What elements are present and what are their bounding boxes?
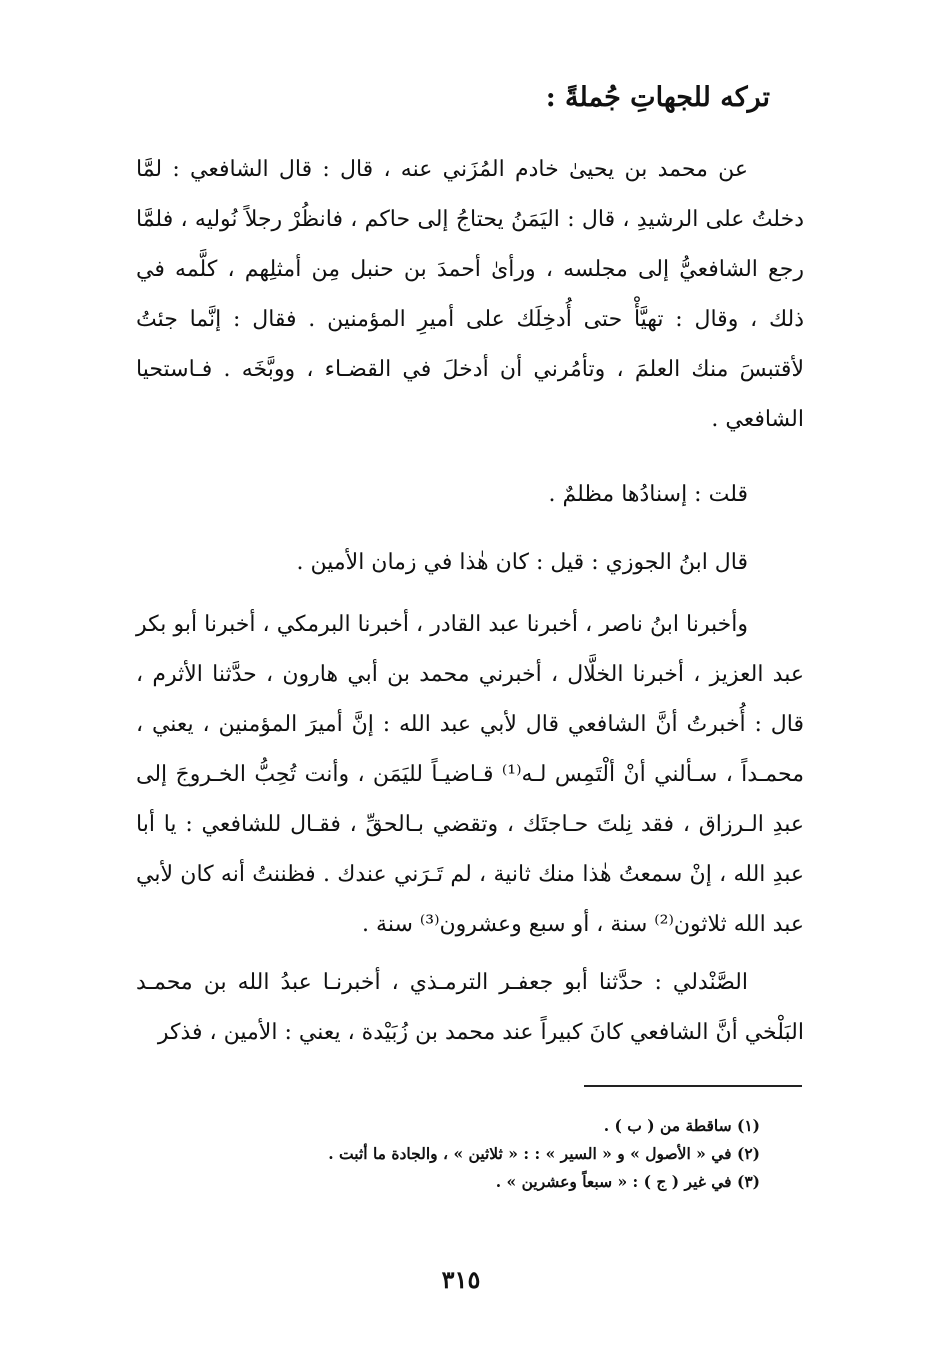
footnote-3: (٣) في غير ( ج ) : « سبعاً وعشرين » . — [495, 1172, 760, 1191]
footnote-1: (١) ساقطة من ( ب ) . — [603, 1116, 760, 1135]
paragraph-narration-yahya: عن محمد بن يحيىٰ خادم المُزَني عنه ، قال : قال الشافعي : لمَّا دخلتُ على الرشيدِ ، قال : اليَمَنُ يحتاجُ إلى حاكم ، فانظُرْ رجلاً نُوليه ، فلمَّا رجع الشافعيُّ إلى مجلسه ، ورأىٰ أحمدَ بن حنبل مِن أمثلِهم ، كلَّمه في ذلك ، وقال : تهيَّأْ حتى أُدخِلَك على أميرِ المؤمنين . فقال : إنَّما جئتُ لأقتبسَ منك العلمَ ، وتأمُرني أن أدخلَ في القضـاء ، ووبَّخَه . فـاستحيا الشافعي . — [136, 157, 804, 432]
footnote-2: (٢) في « الأصول » و « السير » : : « ثلاثين » ، والجادة ما أثبت . — [328, 1144, 760, 1163]
section-heading: تركه للجهاتِ جُملةً : — [545, 82, 770, 113]
page-number: ٣١٥ — [441, 1265, 481, 1294]
paragraph-isnad-comment: قلت : إسنادُها مظلمٌ . — [548, 482, 748, 507]
paragraph-narration-athram: وأخبرنا ابنُ ناصر ، أخبرنا عبد القادر ، أخبرنا البرمكي ، أخبرنا أبو بكر عبد العزيز ، أخبرنا الخلَّال ، أخبرني محمد بن أبي هارون ، حدَّثنا الأثرم ، قال : أُخبرتُ أنَّ الشافعي قال لأبي عبد الله : إنَّ أميرَ المؤمنين ، يعني ، محمـداً ، سـألني أنْ ألْتَمِس لـه⁽¹⁾ قـاضيـاً لليَمَن ، وأنت تُحِبُّ الخـروجَ إلى عبدِ الـرزاق ، فقد نِلتَ حـاجتَك ، وتقضي بـالحقِّ ، فقـال للشافعي : يا أبا عبدِ الله ، إنْ سمعتُ هٰذا منك ثانية ، لم تَـرَني عندك . فظننتُ أنه كان لأبي عبد الله ثلاثون⁽²⁾ سنة ، أو سبع وعشرون⁽³⁾ سنة . — [136, 612, 804, 937]
footnotes — [160, 1112, 760, 1196]
paragraph-ibn-al-jawzi: قال ابنُ الجوزي : قيل : كان هٰذا في زمان الأمين . — [296, 550, 748, 575]
footnote-divider — [584, 1085, 802, 1087]
paragraph-narration-sandali: الصَّنْدلي : حدَّثنا أبو جعفـر الترمـذي ، أخبرنـا عبدُ الله بن محمـد البَلْخي أنَّ الشافعي كانَ كبيراً عند محمد بن زُبَيْدة ، يعني : الأمين ، فذكر — [136, 970, 804, 1045]
